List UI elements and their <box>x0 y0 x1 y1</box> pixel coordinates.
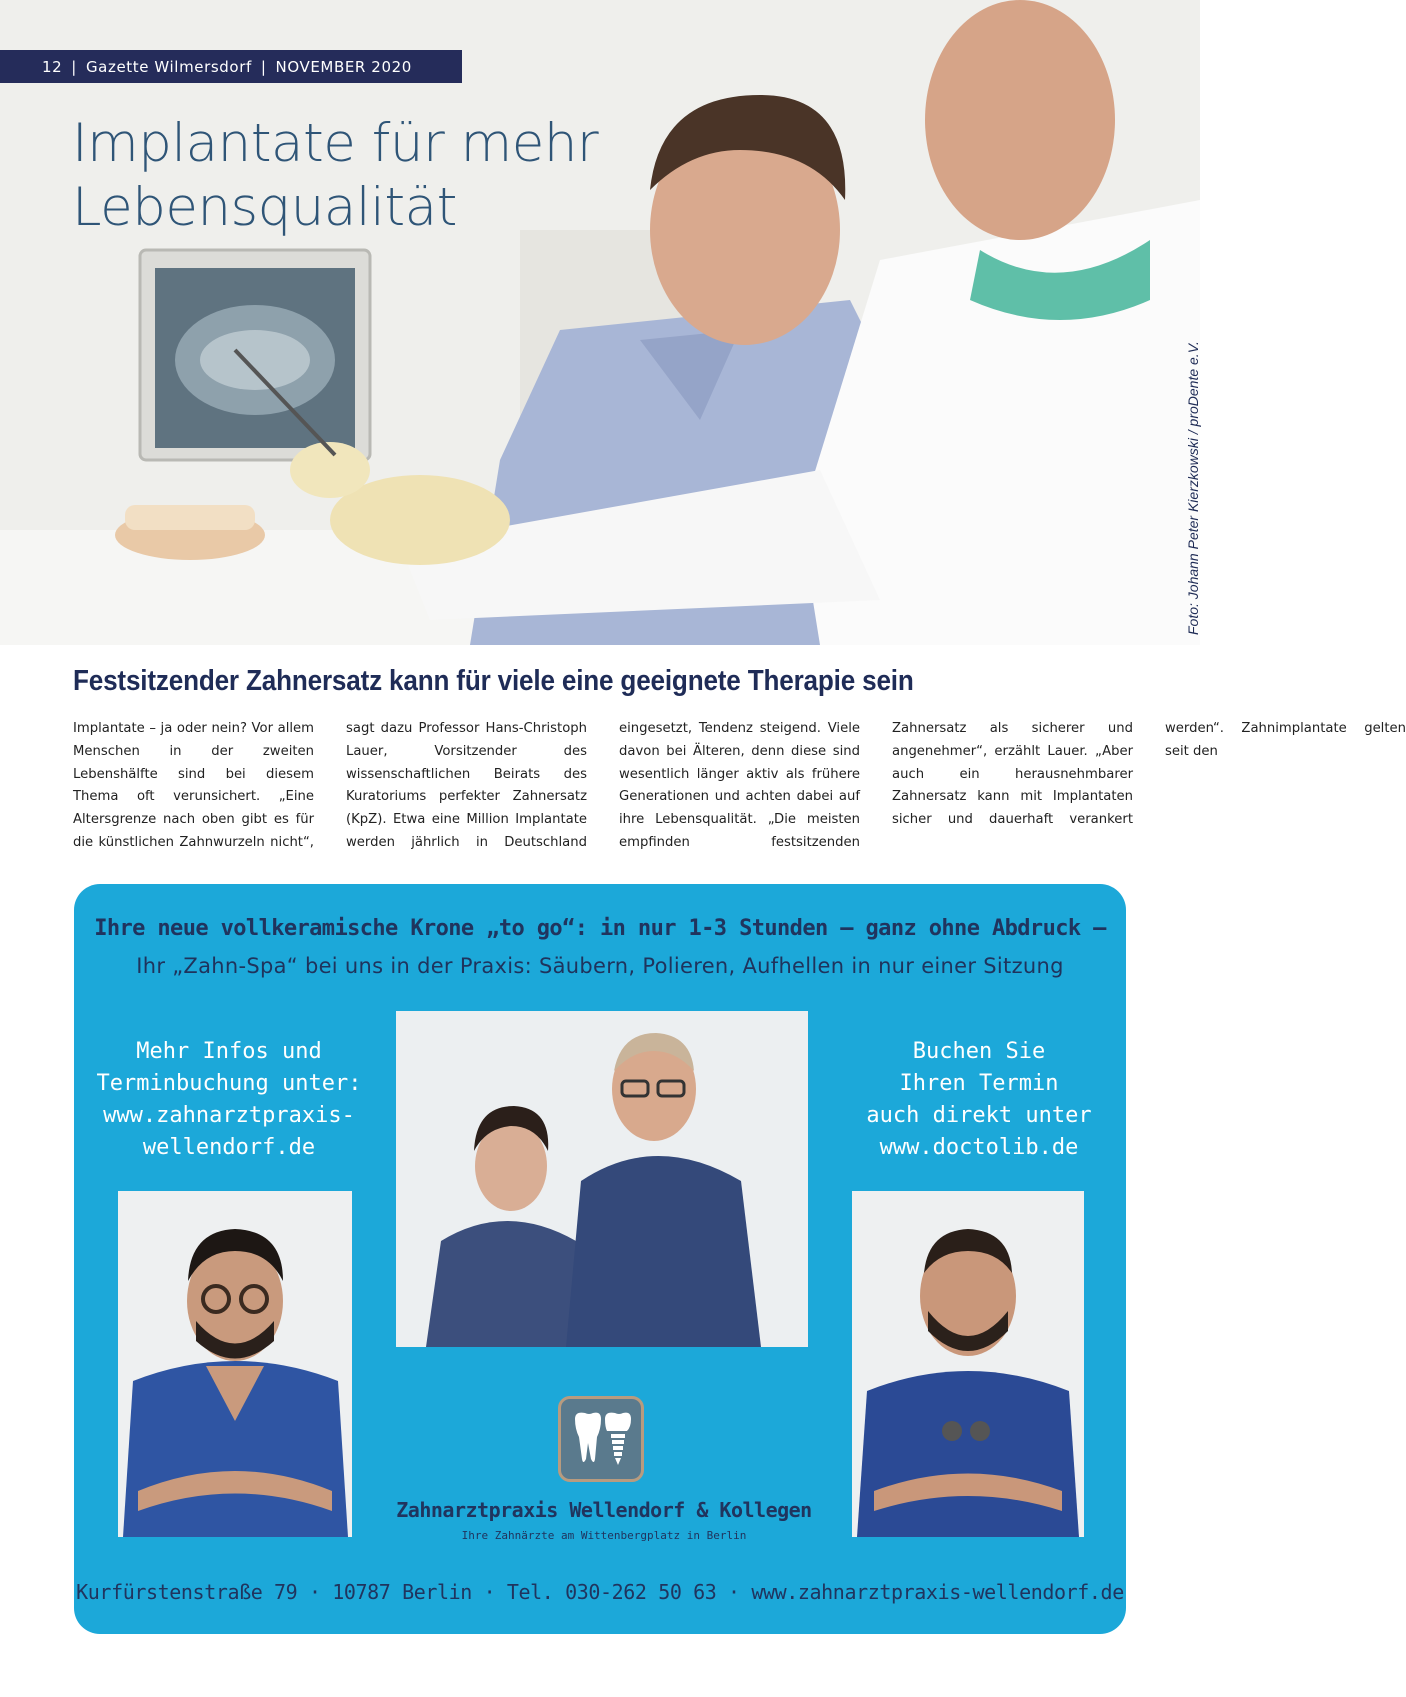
website-link[interactable]: www.zahnarztpraxis- <box>103 1103 355 1128</box>
practice-tagline: Ihre Zahnärzte am Wittenbergplatz in Berlin <box>461 1529 747 1542</box>
article-headline <box>72 112 598 240</box>
headline-line-1: Implantate für mehr <box>72 113 599 174</box>
page-number: 12 <box>42 57 63 76</box>
dentist-photo-left <box>118 1191 352 1537</box>
info-line: auch direkt unter <box>866 1103 1092 1128</box>
ad-info-booking <box>844 1036 1114 1164</box>
header-separator: | <box>71 57 77 76</box>
dentist-photo-right <box>852 1191 1084 1537</box>
info-line: Ihren Termin <box>899 1071 1059 1096</box>
article-body: Implantate – ja oder nein? Vor allem Menschen in der zweiten Lebenshälfte sind bei diesem Thema oft verunsichert. „Eine Altersgrenze nach oben gibt es für die künstlichen Zahnwurzeln nicht“, sagt dazu Professor Hans-Christoph Lauer, Vorsitzender des wissenschaftlichen Beirats des Kuratoriums perfekter Zahnersatz (KpZ). Etwa eine Million Implantate werden jährlich in Deutschland eingesetzt, Tendenz steigend. Viele davon bei Älteren, denn diese sind wesentlich länger aktiv als frühere Generationen und achten dabei auf ihre Lebensqualität. „Die meisten empfinden festsitzenden Zahnersatz als sicherer und angenehmer“, erzählt Lauer. „Aber auch ein herausnehmbarer Zahnersatz kann mit Implantaten sicher und dauerhaft verankert werden“. Zahnimplantate gelten seit den <box>73 721 1406 850</box>
website-link[interactable]: wellendorf.de <box>142 1135 316 1160</box>
ad-headline: Ihre neue vollkeramische Krone „to go“: in nur 1-3 Stunden – ganz ohne Abdruck – <box>94 916 1106 941</box>
photo-credit: Foto: Johann Peter Kierzkowski / proDente e.V. <box>1185 341 1201 635</box>
dentist-patient-photo <box>0 0 1200 645</box>
page-header-bar <box>0 50 462 83</box>
article-subheadline: Festsitzender Zahnersatz kann für viele eine geeignete Therapie sein <box>73 665 914 697</box>
issue-date: NOVEMBER 2020 <box>275 57 412 76</box>
practice-name: Zahnarztpraxis Wellendorf & Kollegen <box>396 1498 812 1522</box>
info-line: Buchen Sie <box>912 1039 1046 1064</box>
hero-photo <box>0 0 1200 645</box>
dental-practice-ad <box>74 884 1126 1634</box>
info-line: Terminbuchung unter: <box>96 1071 362 1096</box>
headline-line-2: Lebensqualität <box>72 177 457 238</box>
tooth-implant-icon <box>558 1396 644 1482</box>
doctolib-link[interactable]: www.doctolib.de <box>879 1135 1079 1160</box>
header-separator: | <box>260 57 267 76</box>
publication-name: Gazette Wilmersdorf <box>85 57 252 76</box>
ad-info-website <box>84 1036 374 1164</box>
ad-subline: Ihr „Zahn-Spa“ bei uns in der Praxis: Säubern, Polieren, Aufhellen in nur einer Sitzung <box>136 954 1064 978</box>
info-line: Mehr Infos und <box>136 1039 322 1064</box>
team-photo <box>396 1011 808 1347</box>
ad-contact-footer: Kurfürstenstraße 79 · 10787 Berlin · Tel. 030-262 50 63 · www.zahnarztpraxis-wellendorf.de <box>76 1580 1124 1604</box>
